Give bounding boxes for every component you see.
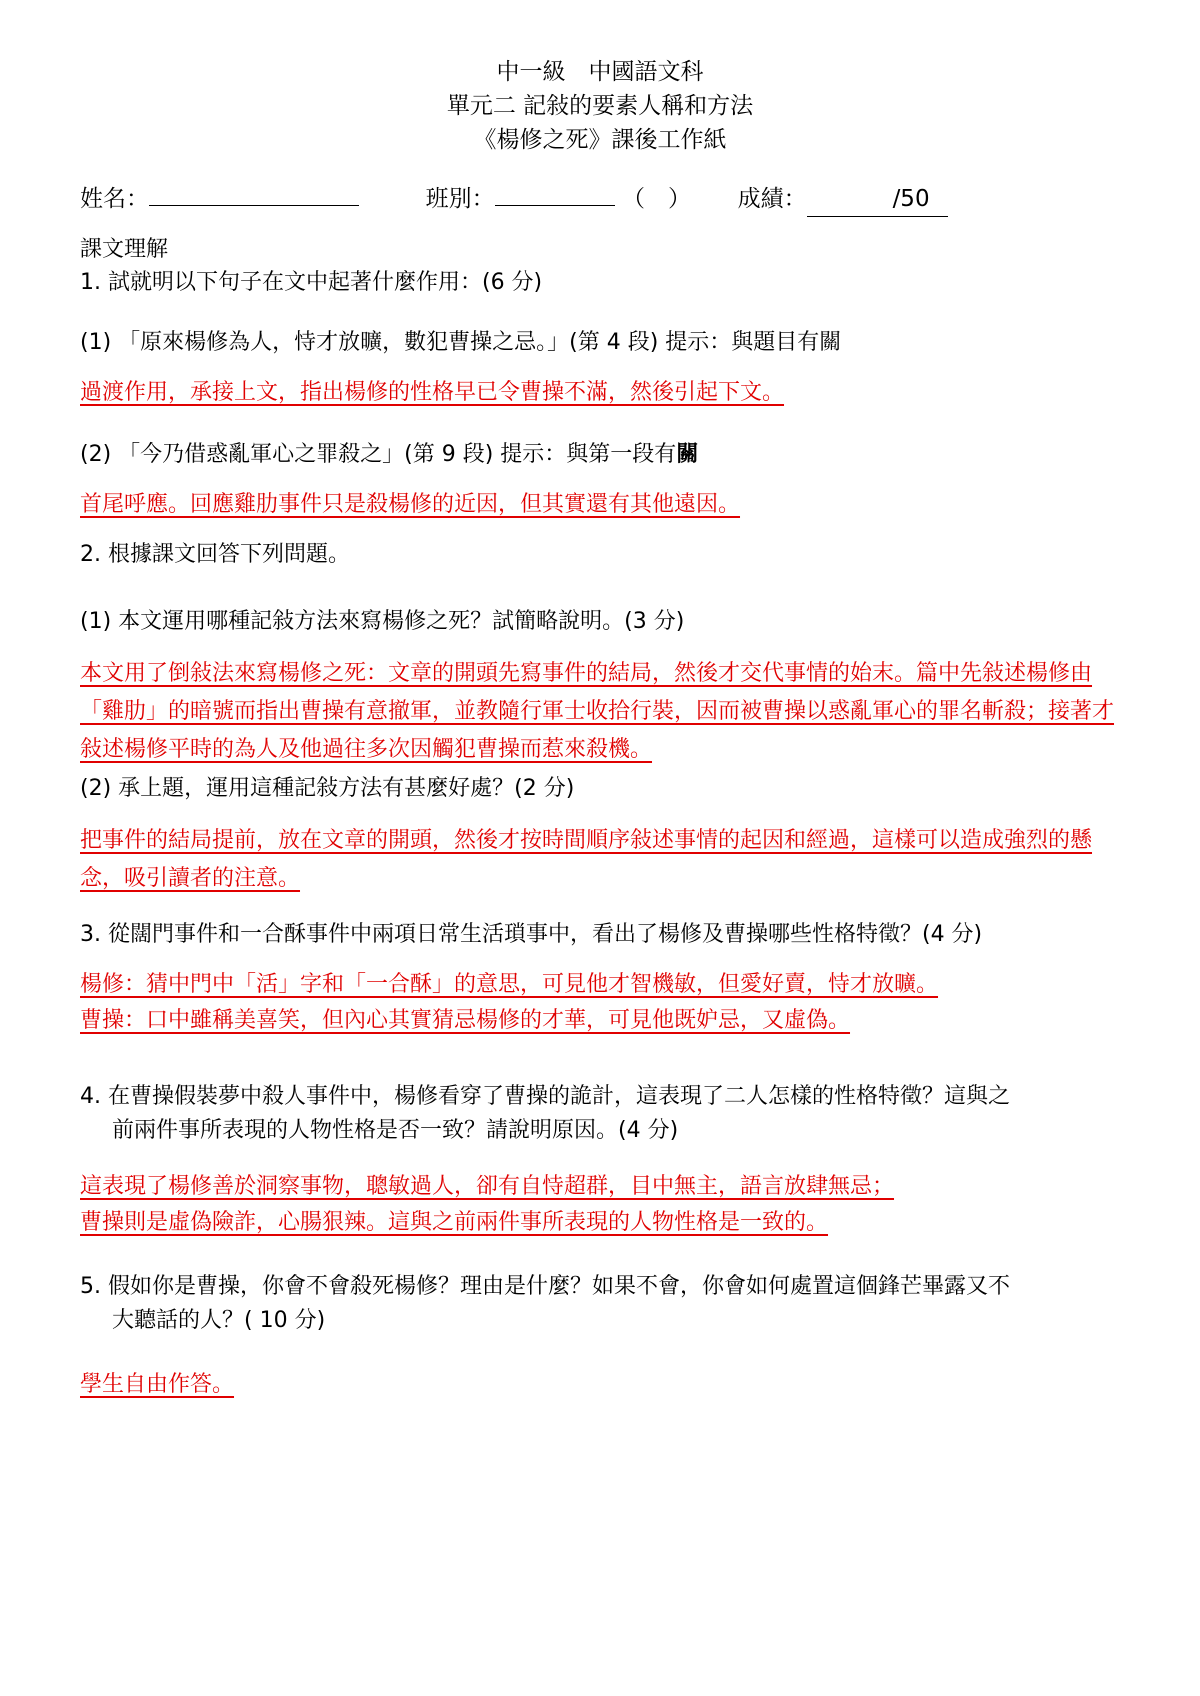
score-total: /50 <box>892 186 930 212</box>
answer-2-2: 把事件的結局提前，放在文章的開頭，然後才按時間順序敍述事情的起因和經過，這樣可以造成強烈的懸念，吸引讀者的注意。 <box>80 828 1093 891</box>
student-info-row <box>80 182 948 217</box>
question-1: 1. 試就明以下句子在文中起著什麼作用：(6 分) <box>80 270 543 295</box>
header-unit: 單元二 記敍的要素人稱和方法 <box>446 93 754 119</box>
header-grade-subject: 中一級 中國語文科 <box>496 59 704 85</box>
class-label: 班別： <box>425 186 495 212</box>
question-2-2: (2) 承上題，運用這種記敍方法有甚麼好處？(2 分) <box>80 776 575 801</box>
answer-4-line-2: 曹操則是虛偽險詐，心腸狠辣。這與之前兩件事所表現的人物性格是一致的。 <box>80 1210 829 1235</box>
question-4-line-2: 前兩件事所表現的人物性格是否一致？請說明原因。(4 分) <box>112 1118 679 1143</box>
score-label: 成績： <box>737 186 807 212</box>
class-number-paren: （ ） <box>621 186 691 212</box>
question-5-line-1: 5. 假如你是曹操，你會不會殺死楊修？理由是什麼？如果不會，你會如何處置這個鋒芒畢露又不 <box>80 1274 1010 1299</box>
answer-3-cao-cao: 曹操：口中雖稱美喜笑，但內心其實猜忌楊修的才華，可見他既妒忌，又虛偽。 <box>80 1008 851 1033</box>
question-5-line-2: 大聽話的人？( 10 分) <box>112 1308 326 1333</box>
answer-4-line-1: 這表現了楊修善於洞察事物，聰敏過人，卻有自恃超群，目中無主，語言放肆無忌； <box>80 1174 895 1199</box>
answer-1-2: 首尾呼應。回應雞肋事件只是殺楊修的近因，但其實還有其他遠因。 <box>80 492 741 517</box>
name-label: 姓名： <box>80 186 149 212</box>
name-blank[interactable] <box>149 183 359 206</box>
question-4-line-1: 4. 在曹操假裝夢中殺人事件中，楊修看穿了曹操的詭計，這表現了二人怎樣的性格特徵？這與之 <box>80 1084 1010 1109</box>
question-1-2-bold-char: 關 <box>676 442 699 467</box>
question-1-2-text: (2) 「今乃借惑亂軍心之罪殺之」(第 9 段) 提示：與第一段有 <box>80 442 677 467</box>
question-1-2 <box>80 438 698 472</box>
question-2-1: (1) 本文運用哪種記敍方法來寫楊修之死？試簡略說明。(3 分) <box>80 609 685 634</box>
question-2: 2. 根據課文回答下列問題。 <box>80 542 350 567</box>
question-1-1: (1) 「原來楊修為人，恃才放曠，數犯曹操之忌。」(第 4 段) 提示：與題目有關 <box>80 330 842 355</box>
answer-3-yang-xiu: 楊修：猜中門中「活」字和「一合酥」的意思，可見他才智機敏，但愛好賣，恃才放曠。 <box>80 972 939 997</box>
answer-5: 學生自由作答。 <box>80 1372 235 1397</box>
section-title: 課文理解 <box>80 237 169 262</box>
answer-2-1: 本文用了倒敍法來寫楊修之死：文章的開頭先寫事件的結局，然後才交代事情的始末。篇中先敍述楊修由「雞肋」的暗號而指出曹操有意撤軍，並教隨行軍士收拾行裝，因而被曹操以惑亂軍心的罪名斬殺；接著才敍述楊修平時的為人及他過往多次因觸犯曹操而惹來殺機。 <box>80 661 1115 762</box>
question-3: 3. 從闊門事件和一合酥事件中兩項日常生活瑣事中，看出了楊修及曹操哪些性格特徵？(4 分) <box>80 922 983 947</box>
answer-1-1: 過渡作用，承接上文，指出楊修的性格早已令曹操不滿，然後引起下文。 <box>80 380 785 405</box>
class-blank[interactable] <box>495 183 615 206</box>
header-worksheet-title: 《楊修之死》課後工作紙 <box>473 127 727 153</box>
score-field[interactable] <box>807 182 948 217</box>
